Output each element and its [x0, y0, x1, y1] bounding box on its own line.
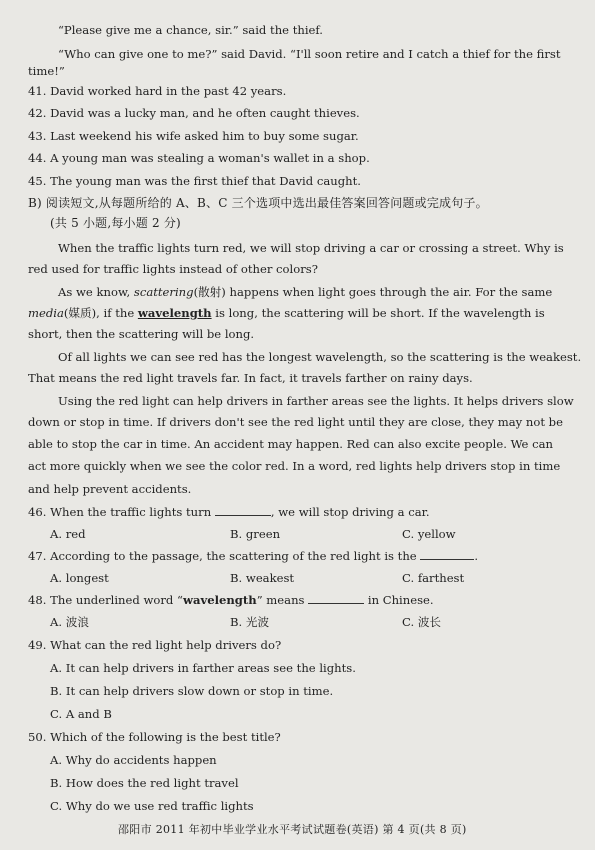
answer-blank — [308, 603, 364, 604]
text-line: “Please give me a chance, sir.” said the thief. — [58, 23, 323, 37]
option-b: B. green — [230, 527, 281, 541]
passage-line: act more quickly when we see the color red. In a word, red lights help drivers stop in time — [28, 459, 561, 473]
text-span: As we know, — [58, 285, 134, 299]
option-b: B. 光波 — [230, 615, 270, 629]
question-stem: . — [474, 549, 479, 563]
option-a: A. red — [50, 527, 86, 541]
option-a: A. longest — [50, 571, 109, 585]
passage-line: Using the red light can help drivers in farther areas see the lights. It helps drivers slow — [58, 394, 574, 408]
passage-line: and help prevent accidents. — [28, 482, 192, 496]
text-line: time!” — [28, 64, 65, 78]
passage-line: red used for traffic lights instead of other colors? — [28, 262, 318, 276]
statement-42: 42. David was a lucky man, and he often caught thieves. — [28, 106, 360, 120]
section-b-instruction: B) 阅读短文,从每题所给的 A、B、C 三个选项中选出最佳答案回答问题或完成句子。 — [28, 196, 488, 210]
question-47 — [0, 548, 595, 564]
passage-line — [0, 284, 595, 300]
question-stem: ” means — [256, 593, 305, 607]
option-b: B. It can help drivers slow down or stop in time. — [50, 684, 334, 698]
question-50: 50. Which of the following is the best title? — [28, 730, 281, 744]
passage-line: That means the red light travels far. In fact, it travels farther on rainy days. — [28, 371, 473, 385]
section-b-points: (共 5 小题,每小题 2 分) — [50, 216, 181, 230]
question-stem: in Chinese. — [367, 593, 434, 607]
question-stem: 46. When the traffic lights turn — [28, 505, 212, 519]
term-media: media — [28, 306, 64, 320]
option-a: A. Why do accidents happen — [50, 753, 217, 767]
text-span: (媒质), if the — [63, 306, 138, 320]
statement-45: 45. The young man was the first thief that David caught. — [28, 174, 361, 188]
option-c: C. A and B — [50, 707, 112, 721]
text-span: is long, the scattering will be short. If the wavelength is — [211, 306, 545, 320]
passage-line — [0, 305, 595, 321]
statement-43: 43. Last weekend his wife asked him to buy some sugar. — [28, 129, 359, 143]
quoted-word: wavelength — [182, 593, 257, 607]
option-c: C. yellow — [402, 527, 456, 541]
option-c: C. Why do we use red traffic lights — [50, 799, 254, 813]
answer-blank — [420, 559, 474, 560]
question-stem: , we will stop driving a car. — [270, 505, 430, 519]
option-c: C. 波长 — [402, 615, 442, 629]
text-line: “Who can give one to me?” said David. “I'll soon retire and I catch a thief for the first — [58, 47, 561, 61]
passage-line: Of all lights we can see red has the longest wavelength, so the scattering is the weakest. — [58, 350, 582, 364]
option-b: B. How does the red light travel — [50, 776, 239, 790]
passage-line: short, then the scattering will be long. — [28, 327, 255, 341]
page-footer: 邵阳市 2011 年初中毕业学业水平考试试题卷(英语) 第 4 页(共 8 页) — [118, 823, 467, 836]
answer-blank — [215, 515, 271, 516]
question-46 — [0, 504, 595, 520]
option-b: B. weakest — [230, 571, 295, 585]
text-span: (散射) happens when light goes through the air. For the same — [193, 285, 553, 299]
option-a: A. 波浪 — [50, 615, 89, 629]
option-a: A. It can help drivers in farther areas see the lights. — [50, 661, 356, 675]
question-49: 49. What can the red light help drivers do? — [28, 638, 282, 652]
question-stem: 47. According to the passage, the scattering of the red light is the — [28, 549, 417, 563]
question-48 — [0, 592, 595, 608]
underlined-word-wavelength: wavelength — [137, 306, 212, 320]
term-scattering: scattering — [133, 285, 194, 299]
statement-41: 41. David worked hard in the past 42 years. — [28, 84, 287, 98]
passage-line: When the traffic lights turn red, we will stop driving a car or crossing a street. Why is — [58, 241, 564, 255]
passage-line: able to stop the car in time. An accident may happen. Red can also excite people. We can — [28, 437, 553, 451]
option-c: C. farthest — [402, 571, 465, 585]
statement-44: 44. A young man was stealing a woman's wallet in a shop. — [28, 151, 370, 165]
question-stem: 48. The underlined word “ — [28, 593, 183, 607]
passage-line: down or stop in time. If drivers don't see the red light until they are close, they may not be — [28, 415, 563, 429]
